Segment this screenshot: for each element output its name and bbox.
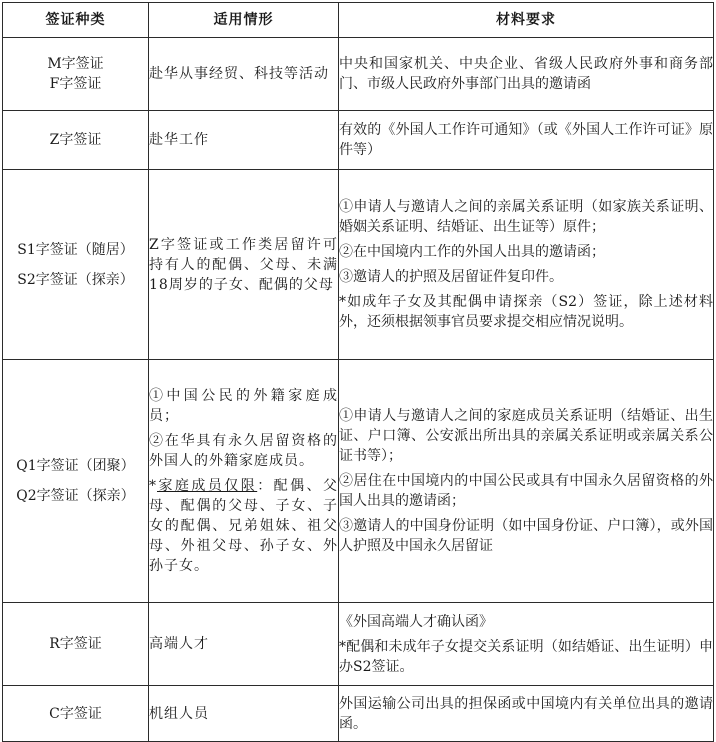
- scene-item: ①中国公民的外籍家庭成员；: [149, 388, 338, 424]
- material-item: 有效的《外国人工作许可通知》（或《外国人工作许可证》原件等）: [339, 122, 713, 158]
- materials-cell: [339, 360, 714, 603]
- materials-cell: [339, 38, 714, 111]
- visa-type: R字签证: [49, 636, 102, 652]
- scene-note: [149, 476, 338, 576]
- header-visa-type: 签证种类: [3, 3, 149, 38]
- material-item: ①申请人与邀请人之间的亲属关系证明（如家族关系证明、婚姻关系证明、结婚证、出生证等）原件；: [339, 199, 713, 235]
- materials-cell: [339, 603, 714, 686]
- visa-type: Q2字签证（探亲）: [16, 488, 135, 504]
- material-item: 中央和国家机关、中央企业、省级人民政府外事和商务部门、市级人民政府外事部门出具的邀请函: [339, 56, 713, 92]
- material-item: ①申请人与邀请人之间的家庭成员关系证明（结婚证、出生证、户口簿、公安派出所出具的亲属关系证明或亲属关系公证书等）；: [339, 408, 713, 464]
- header-material-requirements: 材料要求: [339, 3, 714, 38]
- material-item: ②在中国境内工作的外国人出具的邀请函；: [339, 244, 605, 260]
- scene-cell: [149, 360, 339, 603]
- scene-note-label: 家庭成员仅限: [157, 478, 258, 494]
- materials-cell: [339, 111, 714, 170]
- visa-type: S1字签证（随居）: [17, 241, 134, 258]
- visa-type: S2字签证（探亲）: [17, 271, 134, 288]
- scene-item: ②在华具有永久居留资格的外国人的外籍家庭成员。: [149, 433, 338, 469]
- visa-type-cell: [3, 360, 149, 603]
- header-applicable-scene: 适用情形: [149, 3, 339, 38]
- visa-type-cell: [3, 686, 149, 742]
- table-row: [3, 38, 714, 111]
- material-item: 外国运输公司出具的担保函或中国境内有关单位出具的邀请函。: [339, 695, 713, 732]
- visa-type-cell: [3, 38, 149, 111]
- table-row: [3, 603, 714, 686]
- visa-type: C字签证: [49, 705, 102, 722]
- materials-cell: [339, 686, 714, 742]
- material-note: *如成年子女及其配偶申请探亲（S2）签证，除上述材料外，还须根据领事官员要求提交相应情况说明。: [339, 294, 713, 330]
- table-row: [3, 360, 714, 603]
- material-note: *配偶和未成年子女提交关系证明（如结婚证、出生证明）申办S2签证。: [339, 638, 713, 675]
- table-row: [3, 111, 714, 170]
- visa-type: F字签证: [49, 76, 102, 92]
- material-item: ③邀请人的护照及居留证件复印件。: [339, 269, 563, 285]
- visa-type-cell: [3, 170, 149, 360]
- visa-type-cell: [3, 603, 149, 686]
- materials-cell: [339, 170, 714, 360]
- material-item: ③邀请人的中国身份证明（如中国身份证、户口簿），或外国人护照及中国永久居留证: [339, 518, 713, 554]
- header-row: [3, 3, 714, 38]
- scene-cell: 机组人员: [149, 686, 339, 742]
- scene-cell: 高端人才: [149, 603, 339, 686]
- scene-cell: 赴华从事经贸、科技等活动: [149, 38, 339, 111]
- scene-cell: 赴华工作: [149, 111, 339, 170]
- material-item: ②居住在中国境内的中国公民或具有中国永久居留资格的外国人出具的邀请函；: [339, 473, 713, 509]
- scene-note-prefix: *: [149, 478, 157, 494]
- visa-type: Q1字签证（团聚）: [16, 458, 135, 474]
- visa-type: M字签证: [47, 56, 104, 72]
- visa-type-cell: [3, 111, 149, 170]
- table-row: [3, 170, 714, 360]
- table-row: [3, 686, 714, 742]
- scene-note-text: ：配偶、父母、配偶的父母、子女、子女的配偶、兄弟姐妹、祖父母、外祖父母、孙子女、外孙子女。: [149, 478, 339, 574]
- scene-cell: Z字签证或工作类居留许可持有人的配偶、父母、未满18周岁的子女、配偶的父母: [149, 170, 339, 360]
- visa-requirements-table: [2, 2, 714, 742]
- visa-type: Z字签证: [49, 132, 102, 148]
- material-item: 《外国高端人才确认函》: [339, 613, 493, 630]
